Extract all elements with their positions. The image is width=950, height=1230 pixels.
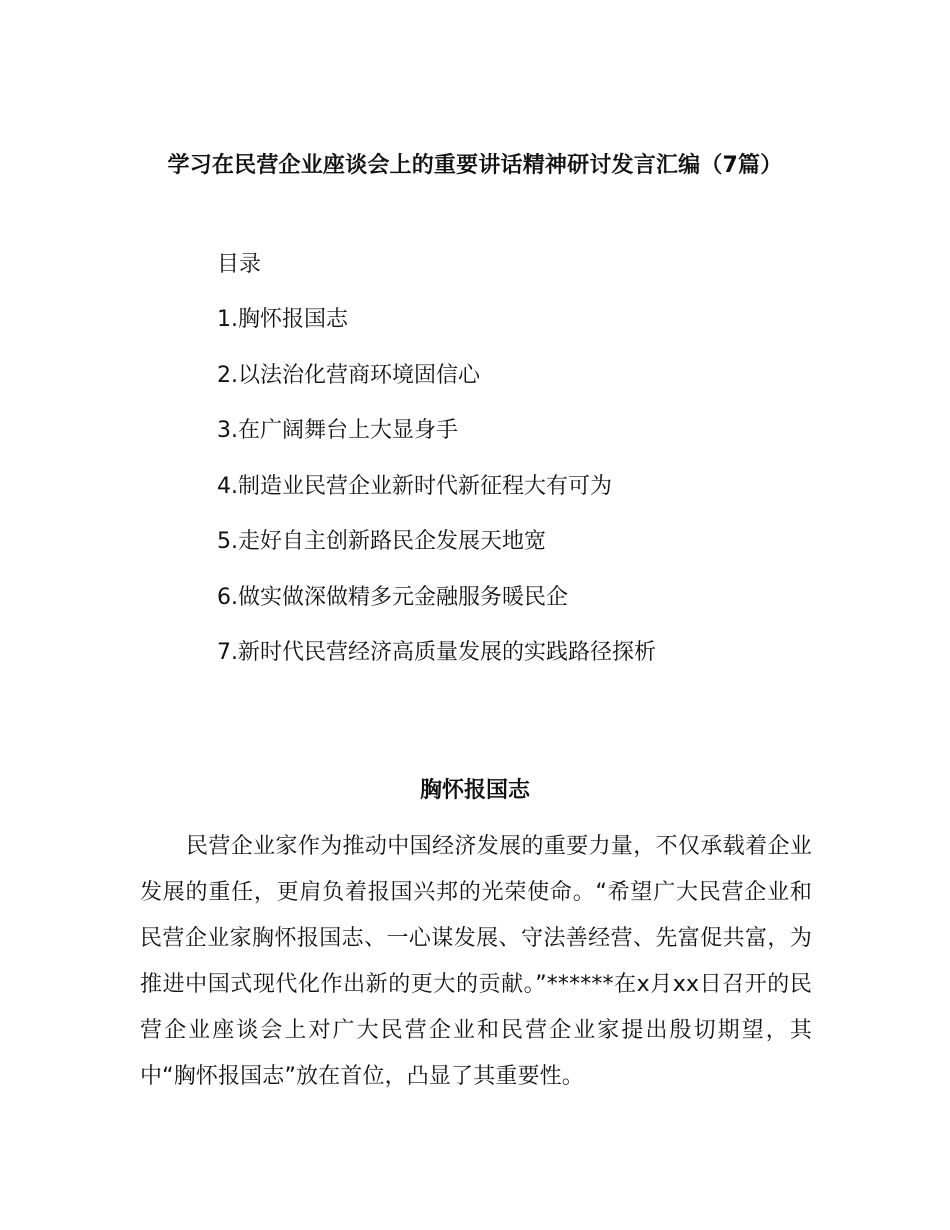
toc-item: 4.制造业民营企业新时代新征程大有可为 [217, 473, 612, 499]
table-of-contents [217, 248, 857, 692]
section-paragraph: 民营企业家作为推动中国经济发展的重要力量，不仅承载着企业发展的重任，更肩负着报国兴邦的光荣使命。“希望广大民营企业和民营企业家胸怀报国志、一心谋发展、守法善经营、先富促共富，为推进中国式现代化作出新的更大的贡献。”******在x月xx日召开的民营企业座谈会上对广大民营企业和民营企业家提出殷切期望，其中“胸怀报国志”放在首位，凸显了其重要性。 [140, 834, 812, 1089]
toc-item: 1.胸怀报国志 [217, 307, 348, 332]
toc-item: 3.在广阔舞台上大显身手 [217, 418, 458, 443]
section-title: 胸怀报国志 [419, 778, 530, 803]
toc-item: 6.做实做深做精多元金融服务暖民企 [217, 584, 568, 610]
toc-heading: 目录 [217, 252, 262, 277]
toc-item: 5.走好自主创新路民企发展天地宽 [217, 529, 546, 554]
toc-list [217, 303, 857, 670]
toc-item: 2.以法治化营商环境固信心 [217, 362, 480, 388]
toc-item: 7.新时代民营经济高质量发展的实践路径探析 [217, 640, 656, 665]
document-title: 学习在民营企业座谈会上的重要讲话精神研讨发言汇编（7篇） [167, 153, 783, 178]
